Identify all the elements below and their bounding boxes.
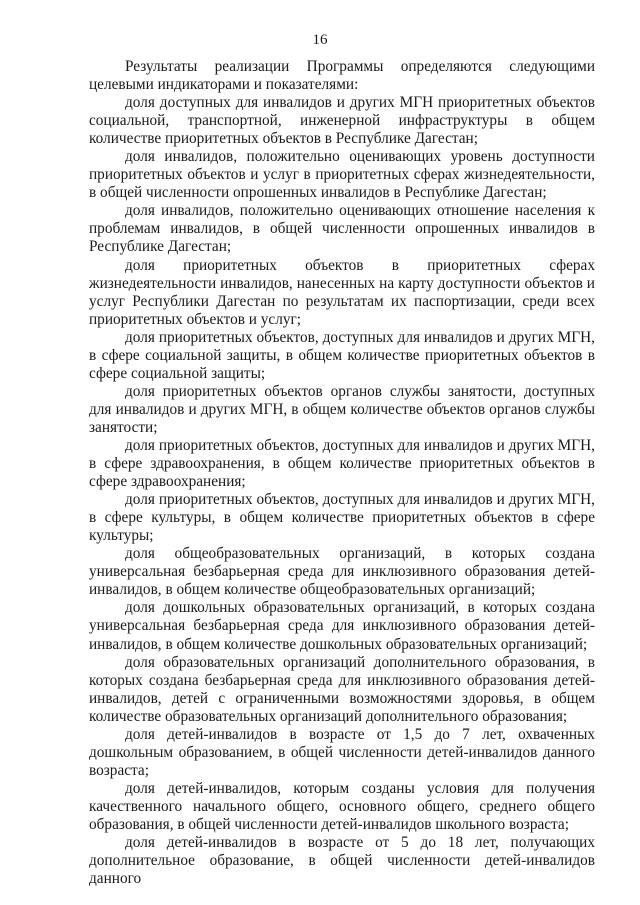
indicator-paragraph: доля общеобразовательных организаций, в которых создана универсальная безбарьерная среда для инклюзивного образования детей-инвалидов, в общем количестве общеобразовательных организаций; xyxy=(89,545,595,599)
indicator-paragraph: доля приоритетных объектов, доступных для инвалидов и других МГН, в сфере здравоохранения, в общем количестве приоритетных объектов в сфере здравоохранения; xyxy=(89,436,595,491)
indicator-paragraph: доля образовательных организаций дополнительного образования, в которых создана безбарьерная среда для инклюзивного образования детей-инвалидов, детей с ограниченными возможностями здоровья, в общем количестве образовательных организаций дополнительного образования; xyxy=(89,653,595,725)
indicator-paragraph: доля дошкольных образовательных организаций, в которых создана универсальная безбарьерная среда для инклюзивного образования детей-инвалидов, в общем количестве дошкольных образовательных организаций; xyxy=(89,599,595,653)
indicator-paragraph: доля инвалидов, положительно оценивающих уровень доступности приоритетных объектов и услуг в приоритетных сферах жизнедеятельности, в общей численности опрошенных инвалидов в Республике Дагестан; xyxy=(89,148,595,202)
indicator-paragraph: доля приоритетных объектов в приоритетных сферах жизнедеятельности инвалидов, нанесенных на карту доступности объектов и услуг Республики Дагестан по результатам их паспортизации, среди всех приоритетных объектов и услуг; xyxy=(89,256,595,328)
indicator-paragraph: доля детей-инвалидов в возрасте от 5 до 18 лет, получающих дополнительное образование, в общей численности детей-инвалидов данного xyxy=(89,834,595,888)
page-number: 16 xyxy=(312,32,328,48)
document-body xyxy=(89,58,595,888)
indicator-paragraph: доля приоритетных объектов, доступных для инвалидов и других МГН, в сфере социальной защиты, в общем количестве приоритетных объектов в сфере социальной защиты; xyxy=(89,328,595,382)
intro-paragraph: Результаты реализации Программы определяются следующими целевыми индикаторами и показателями: xyxy=(89,58,595,94)
indicator-paragraph: доля инвалидов, положительно оценивающих отношение населения к проблемам инвалидов, в общей численности опрошенных инвалидов в Республике Дагестан; xyxy=(89,202,595,256)
indicator-paragraph: доля детей-инвалидов в возрасте от 1,5 до 7 лет, охваченных дошкольным образованием, в общей численности детей-инвалидов данного возраста; xyxy=(89,725,595,779)
indicator-paragraph: доля детей-инвалидов, которым созданы условия для получения качественного начального общего, основного общего, среднего общего образования, в общей численности детей-инвалидов школьного возраста; xyxy=(89,779,595,833)
indicator-paragraph: доля приоритетных объектов, доступных для инвалидов и других МГН, в сфере культуры, в общем количестве приоритетных объектов в сфере культуры; xyxy=(89,491,595,545)
indicator-paragraph: доля доступных для инвалидов и других МГН приоритетных объектов социальной, транспортной, инженерной инфраструктуры в общем количестве приоритетных объектов в Республике Дагестан; xyxy=(89,94,595,148)
indicator-paragraph: доля приоритетных объектов органов службы занятости, доступных для инвалидов и других МГН, в общем количестве объектов органов службы занятости; xyxy=(89,382,595,436)
